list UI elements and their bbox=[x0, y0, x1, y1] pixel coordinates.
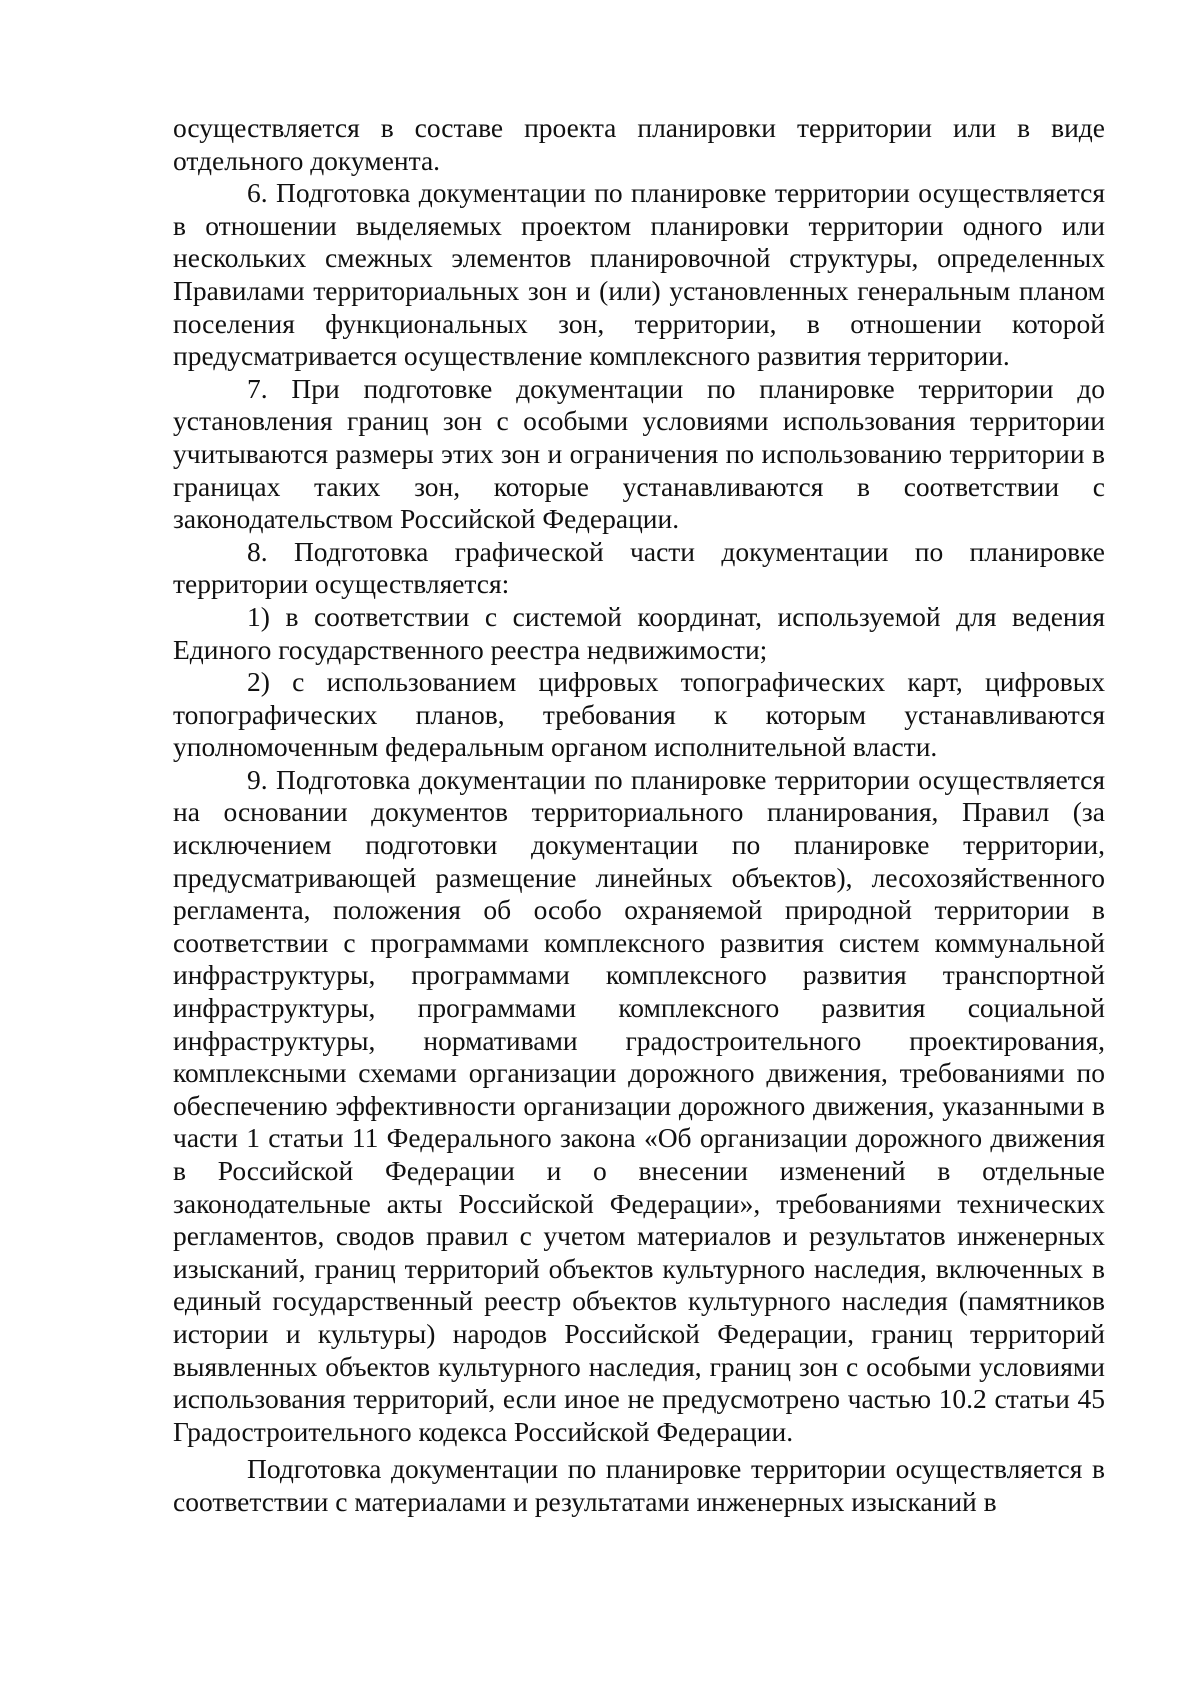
paragraph-subitem-1: 1) в соответствии с системой координат, используемой для ведения Единого государственного реестра недвижимости; bbox=[173, 600, 1105, 665]
document-body bbox=[173, 112, 1105, 1519]
paragraph-subitem-2: 2) с использованием цифровых топографических карт, цифровых топографических планов, требования к которым устанавливаются уполномоченным федеральным органом исполнительной власти. bbox=[173, 666, 1105, 763]
paragraph-item-7: 7. При подготовке документации по планировке территории до установления границ зон с особыми условиями использования территории учитываются размеры этих зон и ограничения по использованию территории в границах таких зон, которые устанавливаются в соответствии с законодательством Российской Федерации. bbox=[173, 372, 1105, 535]
paragraph-final: Подготовка документации по планировке территории осуществляется в соответствии с материалами и результатами инженерных изысканий в bbox=[173, 1453, 1105, 1517]
paragraph-item-6: 6. Подготовка документации по планировке территории осуществляется в отношении выделяемых проектом планировки территории одного или нескольких смежных элементов планировочной структуры, определенных Правилами территориальных зон и (или) установленных генеральным планом поселения функциональных зон, территории, в отношении которой предусматривается осуществление комплексного развития территории. bbox=[173, 177, 1105, 372]
paragraph-item-8: 8. Подготовка графической части документации по планировке территории осуществляется: bbox=[173, 535, 1105, 600]
paragraph-continuation: осуществляется в составе проекта планировки территории или в виде отдельного документа. bbox=[173, 112, 1105, 176]
paragraph-item-9: 9. Подготовка документации по планировке территории осуществляется на основании документов территориального планирования, Правил (за исключением подготовки документации по планировке территории, предусматривающей размещение линейных объектов), лесохозяйственного регламента, положения об особо охраняемой природной территории в соответствии с программами комплексного развития систем коммунальной инфраструктуры, программами комплексного развития транспортной инфраструктуры, программами комплексного развития социальной инфраструктуры, нормативами градостроительного проектирования, комплексными схемами организации дорожного движения, требованиями по обеспечению эффективности организации дорожного движения, указанными в части 1 статьи 11 Федерального закона «Об организации дорожного движения в Российской Федерации и о внесении изменений в отдельные законодательные акты Российской Федерации», требованиями технических регламентов, сводов правил с учетом материалов и результатов инженерных изысканий, границ территорий объектов культурного наследия, включенных в единый государственный реестр объектов культурного наследия (памятников истории и культуры) народов Российской Федерации, границ территорий выявленных объектов культурного наследия, границ зон с особыми условиями использования территорий, если иное не предусмотрено частью 10.2 статьи 45 Градостроительного кодекса Российской Федерации. bbox=[173, 763, 1105, 1447]
